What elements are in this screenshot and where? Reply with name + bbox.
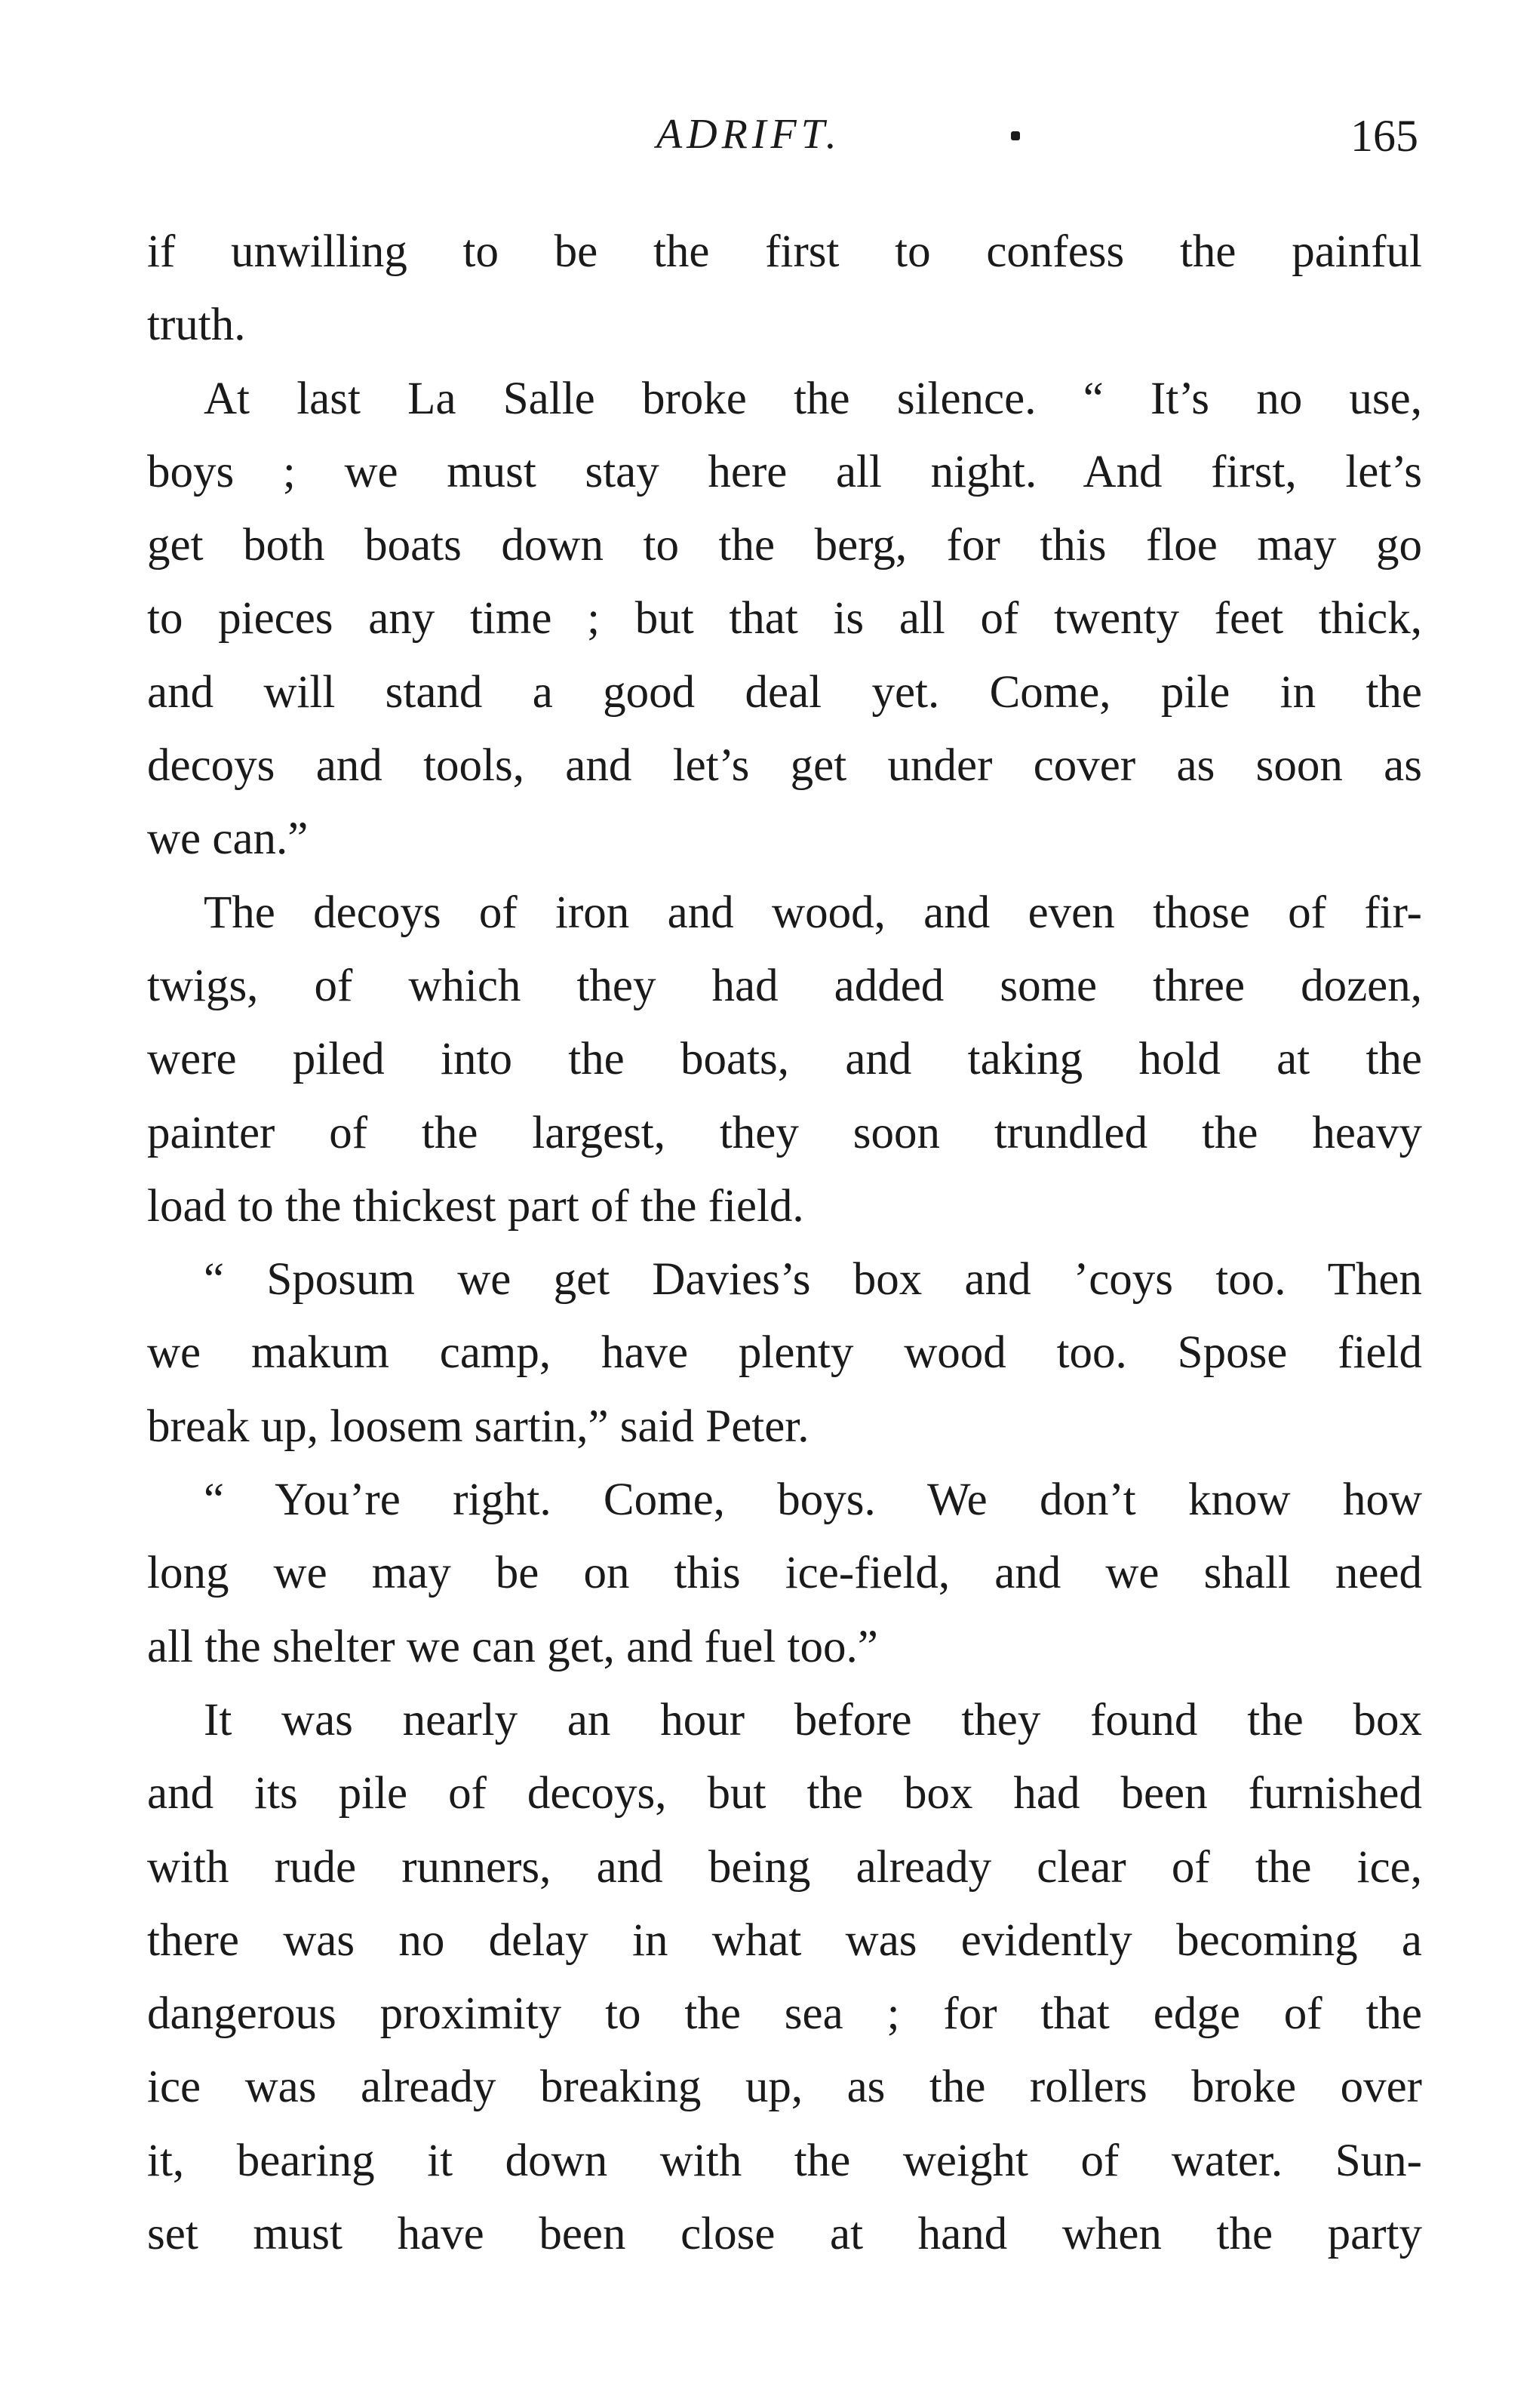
text-line: and will stand a good deal yet. Come, pile in the xyxy=(147,666,1422,718)
text-line: and its pile of decoys, but the box had been furnished xyxy=(147,1768,1422,1819)
text-line: “ You’re right. Come, boys. We don’t know how xyxy=(204,1475,1422,1526)
text-line: we can.” xyxy=(147,813,309,865)
text-line: truth. xyxy=(147,300,246,351)
text-line: painter of the largest, they soon trundled the heavy xyxy=(147,1107,1422,1158)
text-line: ice was already breaking up, as the rollers broke over xyxy=(147,2062,1422,2113)
print-dot xyxy=(1011,131,1020,140)
page-number: 165 xyxy=(1350,111,1418,161)
text-line: with rude runners, and being already clear of the ice, xyxy=(147,1841,1422,1893)
chapter-title: ADRIFT. xyxy=(656,111,841,158)
text-line: twigs, of which they had added some three dozen, xyxy=(147,960,1422,1011)
text-line: get both boats down to the berg, for this floe may go xyxy=(147,520,1422,571)
text-line: there was no delay in what was evidently becoming a xyxy=(147,1914,1422,1966)
text-line: we makum camp, have plenty wood too. Spose field xyxy=(147,1327,1422,1379)
text-line: set must have been close at hand when the party xyxy=(147,2209,1422,2260)
text-line: break up, loosem sartin,” said Peter. xyxy=(147,1401,809,1452)
text-line: if unwilling to be the first to confess the painful xyxy=(147,226,1422,277)
running-header xyxy=(143,113,1418,174)
text-line: were piled into the boats, and taking hold at the xyxy=(147,1034,1422,1085)
text-line: At last La Salle broke the silence. “ It’s no use, xyxy=(204,373,1422,424)
text-line: long we may be on this ice-field, and we shall need xyxy=(147,1548,1422,1599)
text-line: it, bearing it down with the weight of water. Sun- xyxy=(147,2135,1422,2186)
text-line: “ Sposum we get Davies’s box and ’coys too. Then xyxy=(204,1254,1422,1305)
text-line: dangerous proximity to the sea ; for that edge of the xyxy=(147,1988,1422,2040)
text-line: all the shelter we can get, and fuel too.” xyxy=(147,1621,878,1672)
text-line: decoys and tools, and let’s get under cover as soon as xyxy=(147,740,1422,792)
text-line: to pieces any time ; but that is all of twenty feet thick, xyxy=(147,593,1422,644)
text-line: The decoys of iron and wood, and even those of fir- xyxy=(204,887,1422,938)
text-line: boys ; we must stay here all night. And first, let’s xyxy=(147,446,1422,497)
body-text xyxy=(147,215,1422,2271)
text-line: It was nearly an hour before they found the box xyxy=(204,1694,1422,1745)
text-line: load to the thickest part of the field. xyxy=(147,1180,804,1232)
